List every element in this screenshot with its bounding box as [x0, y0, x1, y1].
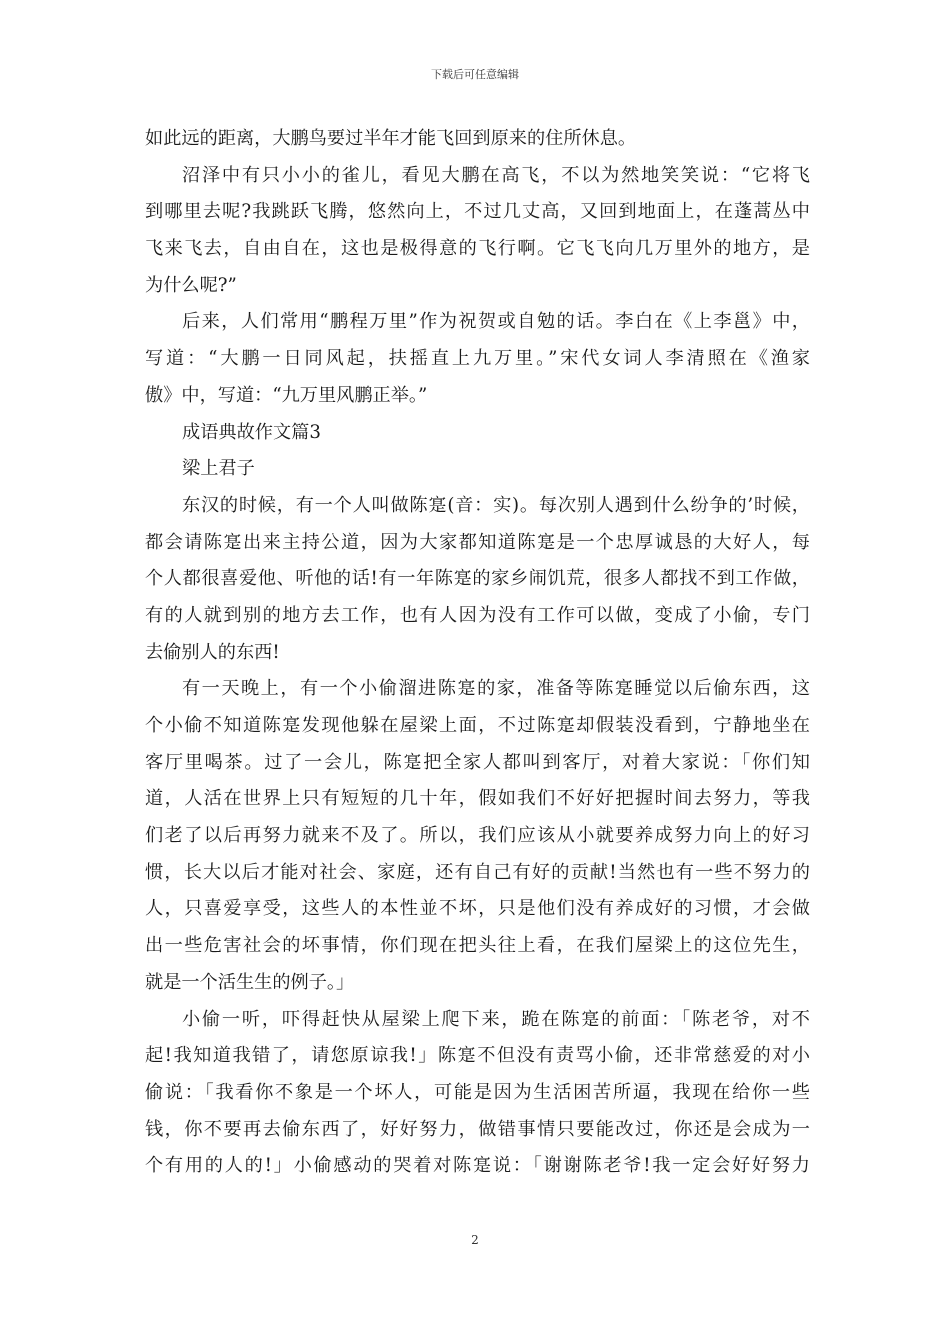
text-line: 道，人活在世界上只有短短的几十年，假如我们不好好把握时间去努力，等我 — [145, 788, 810, 810]
text-line: 们老了以后再努力就来不及了。所以，我们应该从小就要养成努力向上的好习 — [145, 825, 810, 847]
text-line: 写道：“大鹏一日同风起，扶摇直上九万里。”宋代女词人李清照在《渔家 — [145, 348, 810, 370]
text-line: 小偷一听，吓得赶快从屋梁上爬下来，跪在陈寔的前面：「陈老爷，对不 — [182, 1008, 810, 1030]
text-line: 客厅里喝茶。过了一会儿，陈寔把全家人都叫到客厅，对着大家说：「你们知 — [145, 751, 810, 773]
text-line: 沼泽中有只小小的雀儿，看见大鹏在高飞，不以为然地笑笑说：“它将飞 — [182, 164, 810, 186]
section-title: 成语典故作文篇3 — [182, 421, 321, 443]
text-line: 人，只喜爱享受，这些人的本性並不坏，只是他们没有养成好的习惯，才会做 — [145, 898, 810, 920]
text-line: 为什么呢?” — [145, 274, 237, 296]
text-line: 傲》中，写道：“九万里风鹏正举。” — [145, 384, 428, 406]
text-line: 个有用的人的!」小偷感动的哭着对陈寔说：「谢谢陈老爷!我一定会好好努力 — [145, 1155, 810, 1177]
text-line: 惯，长大以后才能对社会、家庭，还有自己有好的贡献!当然也有一些不努力的 — [145, 861, 810, 883]
text-line: 有一天晚上，有一个小偷溜进陈寔的家，准备等陈寔睡觉以后偷东西，这 — [182, 678, 810, 700]
text-line: 个小偷不知道陈寔发现他躲在屋梁上面，不过陈寔却假装没看到，宁静地坐在 — [145, 715, 810, 736]
text-line: 偷说：「我看你不象是一个坏人，可能是因为生活困苦所逼，我现在给你一些 — [145, 1081, 810, 1103]
text-line: 钱，你不要再去偷东西了，好好努力，做错事情只要能改过，你还是会成为一 — [145, 1118, 810, 1140]
page-header: 下载后可任意编辑 — [431, 68, 519, 81]
document-body — [145, 121, 810, 1185]
text-line: 起!我知道我错了，请您原谅我!」陈寔不但没有责骂小偷，还非常慈爱的对小 — [145, 1045, 810, 1067]
page-number: 2 — [471, 1233, 479, 1247]
text-line: 后来，人们常用“鹏程万里”作为祝贺或自勉的话。李白在《上李邕》中， — [182, 311, 810, 333]
text-line: 去偷别人的东西! — [145, 641, 280, 663]
text-line: 如此远的距离，大鹏鸟要过半年才能飞回到原来的住所休息。 — [145, 128, 637, 149]
text-line: 到哪里去呢?我跳跃飞腾，悠然向上，不过几丈高，又回到地面上，在蓬蒿丛中 — [145, 201, 810, 223]
text-line: 飞来飞去，自由自在，这也是极得意的飞行啊。它飞飞向几万里外的地方，是 — [145, 238, 810, 260]
text-line: 有的人就到别的地方去工作，也有人因为没有工作可以做，变成了小偷，专门 — [145, 604, 810, 626]
story-title: 梁上君子 — [182, 458, 255, 480]
text-line: 东汉的时候，有一个人叫做陈寔(音：实)。每次别人遇到什么纷争的’时候， — [182, 494, 810, 516]
text-line: 就是一个活生生的例子。」 — [145, 971, 355, 993]
text-line: 出一些危害社会的坏事情，你们现在把头往上看，在我们屋梁上的这位先生， — [145, 935, 810, 957]
text-line: 都会请陈寔出来主持公道，因为大家都知道陈寔是一个忠厚诚恳的大好人，每 — [145, 531, 810, 553]
text-line: 个人都很喜爱他、听他的话!有一年陈寔的家乡闹饥荒，很多人都找不到工作做， — [145, 568, 810, 590]
